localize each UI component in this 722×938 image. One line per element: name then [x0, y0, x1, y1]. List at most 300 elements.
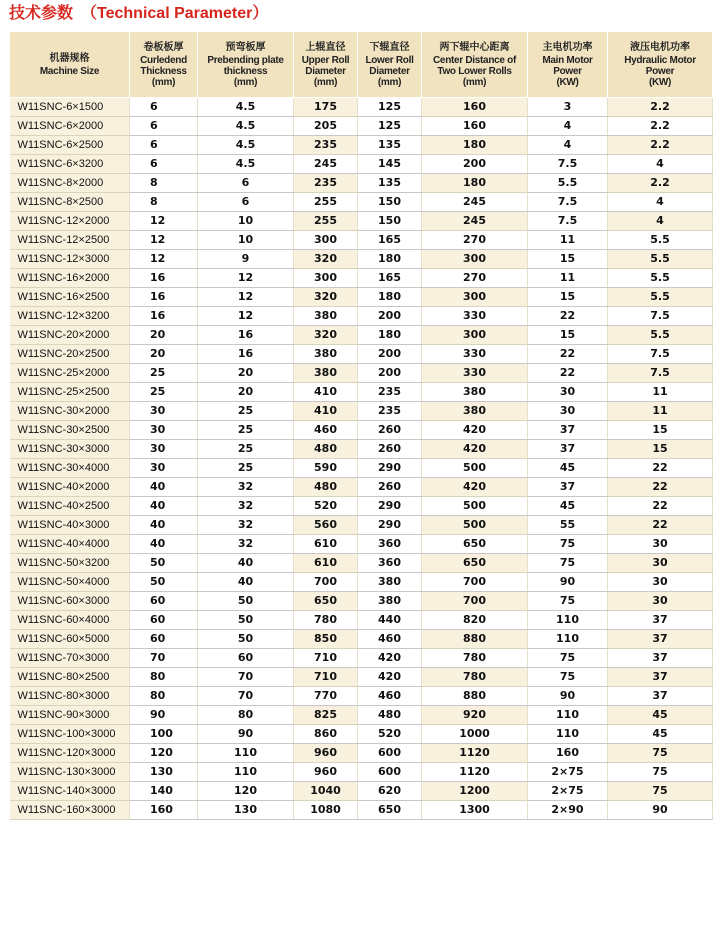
cell-center-distance: 1300: [422, 801, 528, 820]
cell-upper-roll-diameter: 480: [294, 440, 358, 459]
table-row: [10, 782, 713, 801]
cell-hydraulic-motor-power: 7.5: [608, 345, 713, 364]
cell-machine-size: W11SNC-30×2500: [10, 421, 130, 440]
cell-curled-thickness: 40: [130, 497, 198, 516]
cell-upper-roll-diameter: 205: [294, 117, 358, 136]
cell-center-distance: 160: [422, 117, 528, 136]
cell-center-distance: 500: [422, 459, 528, 478]
cell-hydraulic-motor-power: 5.5: [608, 288, 713, 307]
column-header-main-motor-power: 主电机功率 Main Motor Power (KW): [528, 32, 608, 98]
cell-main-motor-power: 90: [528, 573, 608, 592]
cell-prebending-thickness: 40: [198, 573, 294, 592]
cell-lower-roll-diameter: 260: [358, 478, 422, 497]
cell-main-motor-power: 2×75: [528, 782, 608, 801]
cell-lower-roll-diameter: 290: [358, 459, 422, 478]
cell-lower-roll-diameter: 520: [358, 725, 422, 744]
cell-center-distance: 330: [422, 345, 528, 364]
table-row: [10, 288, 713, 307]
cell-prebending-thickness: 6: [198, 174, 294, 193]
cell-main-motor-power: 22: [528, 307, 608, 326]
cell-upper-roll-diameter: 235: [294, 174, 358, 193]
cell-center-distance: 300: [422, 288, 528, 307]
cell-machine-size: W11SNC-40×2500: [10, 497, 130, 516]
cell-hydraulic-motor-power: 90: [608, 801, 713, 820]
cell-machine-size: W11SNC-90×3000: [10, 706, 130, 725]
cell-prebending-thickness: 110: [198, 763, 294, 782]
cell-upper-roll-diameter: 410: [294, 383, 358, 402]
cell-curled-thickness: 6: [130, 155, 198, 174]
cell-curled-thickness: 40: [130, 516, 198, 535]
cell-prebending-thickness: 40: [198, 554, 294, 573]
cell-curled-thickness: 12: [130, 231, 198, 250]
cell-hydraulic-motor-power: 11: [608, 383, 713, 402]
cell-main-motor-power: 5.5: [528, 174, 608, 193]
cell-upper-roll-diameter: 300: [294, 269, 358, 288]
cell-main-motor-power: 2×75: [528, 763, 608, 782]
table-row: [10, 573, 713, 592]
cell-lower-roll-diameter: 460: [358, 687, 422, 706]
cell-upper-roll-diameter: 1040: [294, 782, 358, 801]
cell-curled-thickness: 40: [130, 478, 198, 497]
cell-hydraulic-motor-power: 2.2: [608, 98, 713, 117]
column-header-lower-roll-diameter: 下辊直径 Lower Roll Diameter (mm): [358, 32, 422, 98]
cell-center-distance: 1120: [422, 763, 528, 782]
cell-upper-roll-diameter: 710: [294, 668, 358, 687]
table-header-row: [10, 32, 713, 98]
cell-lower-roll-diameter: 620: [358, 782, 422, 801]
column-header-center-distance: 两下辊中心距离 Center Distance of Two Lower Rolls (mm): [422, 32, 528, 98]
cell-prebending-thickness: 20: [198, 383, 294, 402]
cell-upper-roll-diameter: 780: [294, 611, 358, 630]
cell-upper-roll-diameter: 480: [294, 478, 358, 497]
table-row: [10, 212, 713, 231]
cell-curled-thickness: 12: [130, 250, 198, 269]
cell-hydraulic-motor-power: 5.5: [608, 326, 713, 345]
cell-curled-thickness: 30: [130, 402, 198, 421]
cell-lower-roll-diameter: 145: [358, 155, 422, 174]
cell-upper-roll-diameter: 710: [294, 649, 358, 668]
cell-prebending-thickness: 90: [198, 725, 294, 744]
cell-curled-thickness: 16: [130, 288, 198, 307]
cell-machine-size: W11SNC-20×2500: [10, 345, 130, 364]
table-row: [10, 763, 713, 782]
table-row: [10, 630, 713, 649]
cell-center-distance: 820: [422, 611, 528, 630]
cell-prebending-thickness: 32: [198, 497, 294, 516]
cell-main-motor-power: 37: [528, 478, 608, 497]
cell-center-distance: 300: [422, 326, 528, 345]
cell-upper-roll-diameter: 320: [294, 250, 358, 269]
cell-lower-roll-diameter: 165: [358, 269, 422, 288]
table-row: [10, 459, 713, 478]
cell-upper-roll-diameter: 235: [294, 136, 358, 155]
cell-curled-thickness: 16: [130, 307, 198, 326]
cell-lower-roll-diameter: 290: [358, 497, 422, 516]
cell-lower-roll-diameter: 260: [358, 421, 422, 440]
cell-hydraulic-motor-power: 2.2: [608, 136, 713, 155]
cell-center-distance: 380: [422, 402, 528, 421]
cell-curled-thickness: 60: [130, 630, 198, 649]
cell-upper-roll-diameter: 850: [294, 630, 358, 649]
cell-upper-roll-diameter: 960: [294, 744, 358, 763]
cell-curled-thickness: 60: [130, 592, 198, 611]
cell-upper-roll-diameter: 410: [294, 402, 358, 421]
cell-main-motor-power: 75: [528, 554, 608, 573]
cell-main-motor-power: 3: [528, 98, 608, 117]
cell-upper-roll-diameter: 255: [294, 193, 358, 212]
cell-upper-roll-diameter: 960: [294, 763, 358, 782]
cell-main-motor-power: 75: [528, 592, 608, 611]
cell-main-motor-power: 110: [528, 706, 608, 725]
cell-curled-thickness: 160: [130, 801, 198, 820]
cell-curled-thickness: 90: [130, 706, 198, 725]
cell-lower-roll-diameter: 420: [358, 668, 422, 687]
cell-curled-thickness: 120: [130, 744, 198, 763]
cell-upper-roll-diameter: 770: [294, 687, 358, 706]
cell-prebending-thickness: 32: [198, 516, 294, 535]
cell-curled-thickness: 25: [130, 383, 198, 402]
cell-hydraulic-motor-power: 22: [608, 459, 713, 478]
cell-prebending-thickness: 25: [198, 402, 294, 421]
cell-center-distance: 270: [422, 231, 528, 250]
table-row: [10, 725, 713, 744]
cell-upper-roll-diameter: 860: [294, 725, 358, 744]
cell-upper-roll-diameter: 560: [294, 516, 358, 535]
cell-machine-size: W11SNC-30×4000: [10, 459, 130, 478]
cell-hydraulic-motor-power: 2.2: [608, 174, 713, 193]
table-row: [10, 478, 713, 497]
cell-machine-size: W11SNC-12×2000: [10, 212, 130, 231]
cell-lower-roll-diameter: 380: [358, 573, 422, 592]
cell-curled-thickness: 8: [130, 174, 198, 193]
cell-lower-roll-diameter: 150: [358, 193, 422, 212]
table-row: [10, 516, 713, 535]
cell-machine-size: W11SNC-6×3200: [10, 155, 130, 174]
cell-main-motor-power: 11: [528, 269, 608, 288]
cell-prebending-thickness: 16: [198, 326, 294, 345]
cell-main-motor-power: 75: [528, 535, 608, 554]
cell-center-distance: 700: [422, 573, 528, 592]
cell-lower-roll-diameter: 480: [358, 706, 422, 725]
cell-upper-roll-diameter: 650: [294, 592, 358, 611]
cell-hydraulic-motor-power: 4: [608, 155, 713, 174]
table-row: [10, 345, 713, 364]
cell-curled-thickness: 50: [130, 554, 198, 573]
cell-curled-thickness: 50: [130, 573, 198, 592]
cell-lower-roll-diameter: 380: [358, 592, 422, 611]
table-row: [10, 155, 713, 174]
cell-main-motor-power: 55: [528, 516, 608, 535]
table-row: [10, 136, 713, 155]
table-row: [10, 98, 713, 117]
cell-prebending-thickness: 12: [198, 288, 294, 307]
cell-main-motor-power: 75: [528, 649, 608, 668]
cell-machine-size: W11SNC-20×2000: [10, 326, 130, 345]
cell-prebending-thickness: 10: [198, 212, 294, 231]
table-row: [10, 649, 713, 668]
table-row: [10, 554, 713, 573]
cell-prebending-thickness: 4.5: [198, 117, 294, 136]
cell-hydraulic-motor-power: 22: [608, 497, 713, 516]
cell-center-distance: 880: [422, 687, 528, 706]
cell-center-distance: 420: [422, 478, 528, 497]
cell-center-distance: 330: [422, 307, 528, 326]
cell-hydraulic-motor-power: 37: [608, 687, 713, 706]
cell-prebending-thickness: 32: [198, 478, 294, 497]
cell-lower-roll-diameter: 200: [358, 364, 422, 383]
cell-lower-roll-diameter: 600: [358, 763, 422, 782]
cell-hydraulic-motor-power: 4: [608, 212, 713, 231]
cell-center-distance: 920: [422, 706, 528, 725]
cell-machine-size: W11SNC-30×2000: [10, 402, 130, 421]
cell-lower-roll-diameter: 180: [358, 250, 422, 269]
cell-prebending-thickness: 4.5: [198, 98, 294, 117]
cell-center-distance: 330: [422, 364, 528, 383]
cell-upper-roll-diameter: 320: [294, 326, 358, 345]
table-row: [10, 269, 713, 288]
cell-machine-size: W11SNC-16×2500: [10, 288, 130, 307]
cell-center-distance: 1200: [422, 782, 528, 801]
cell-machine-size: W11SNC-160×3000: [10, 801, 130, 820]
cell-lower-roll-diameter: 165: [358, 231, 422, 250]
cell-center-distance: 270: [422, 269, 528, 288]
cell-hydraulic-motor-power: 7.5: [608, 307, 713, 326]
cell-hydraulic-motor-power: 15: [608, 440, 713, 459]
table-row: [10, 250, 713, 269]
cell-machine-size: W11SNC-8×2500: [10, 193, 130, 212]
cell-prebending-thickness: 25: [198, 440, 294, 459]
cell-prebending-thickness: 50: [198, 611, 294, 630]
cell-hydraulic-motor-power: 37: [608, 611, 713, 630]
cell-center-distance: 650: [422, 554, 528, 573]
cell-hydraulic-motor-power: 11: [608, 402, 713, 421]
technical-parameter-table: [9, 31, 713, 820]
cell-machine-size: W11SNC-6×2500: [10, 136, 130, 155]
column-header-prebending-thickness: 预弯板厚 Prebending plate thickness (mm): [198, 32, 294, 98]
table-row: [10, 364, 713, 383]
cell-machine-size: W11SNC-6×1500: [10, 98, 130, 117]
table-row: [10, 193, 713, 212]
cell-curled-thickness: 70: [130, 649, 198, 668]
cell-main-motor-power: 4: [528, 117, 608, 136]
cell-machine-size: W11SNC-25×2500: [10, 383, 130, 402]
cell-lower-roll-diameter: 150: [358, 212, 422, 231]
cell-main-motor-power: 7.5: [528, 193, 608, 212]
cell-machine-size: W11SNC-6×2000: [10, 117, 130, 136]
cell-machine-size: W11SNC-100×3000: [10, 725, 130, 744]
table-row: [10, 611, 713, 630]
table-row: [10, 117, 713, 136]
cell-lower-roll-diameter: 135: [358, 174, 422, 193]
cell-lower-roll-diameter: 200: [358, 307, 422, 326]
cell-lower-roll-diameter: 600: [358, 744, 422, 763]
cell-machine-size: W11SNC-50×4000: [10, 573, 130, 592]
cell-upper-roll-diameter: 300: [294, 231, 358, 250]
cell-upper-roll-diameter: 255: [294, 212, 358, 231]
cell-main-motor-power: 30: [528, 383, 608, 402]
cell-machine-size: W11SNC-12×3000: [10, 250, 130, 269]
cell-curled-thickness: 100: [130, 725, 198, 744]
cell-center-distance: 880: [422, 630, 528, 649]
cell-center-distance: 160: [422, 98, 528, 117]
cell-hydraulic-motor-power: 75: [608, 763, 713, 782]
cell-prebending-thickness: 50: [198, 630, 294, 649]
table-row: [10, 535, 713, 554]
cell-curled-thickness: 40: [130, 535, 198, 554]
column-header-curled-thickness: 卷板板厚 Curledend Thickness (mm): [130, 32, 198, 98]
cell-center-distance: 420: [422, 421, 528, 440]
cell-lower-roll-diameter: 135: [358, 136, 422, 155]
cell-prebending-thickness: 6: [198, 193, 294, 212]
cell-upper-roll-diameter: 380: [294, 364, 358, 383]
cell-lower-roll-diameter: 235: [358, 383, 422, 402]
cell-center-distance: 245: [422, 212, 528, 231]
table-row: [10, 592, 713, 611]
table-row: [10, 326, 713, 345]
cell-center-distance: 1000: [422, 725, 528, 744]
cell-prebending-thickness: 4.5: [198, 136, 294, 155]
cell-machine-size: W11SNC-16×2000: [10, 269, 130, 288]
cell-curled-thickness: 30: [130, 440, 198, 459]
cell-lower-roll-diameter: 360: [358, 535, 422, 554]
cell-center-distance: 245: [422, 193, 528, 212]
cell-prebending-thickness: 50: [198, 592, 294, 611]
cell-center-distance: 780: [422, 649, 528, 668]
cell-curled-thickness: 6: [130, 136, 198, 155]
cell-prebending-thickness: 60: [198, 649, 294, 668]
cell-machine-size: W11SNC-8×2000: [10, 174, 130, 193]
cell-prebending-thickness: 110: [198, 744, 294, 763]
cell-main-motor-power: 90: [528, 687, 608, 706]
cell-main-motor-power: 22: [528, 345, 608, 364]
cell-hydraulic-motor-power: 37: [608, 668, 713, 687]
cell-machine-size: W11SNC-120×3000: [10, 744, 130, 763]
column-header-upper-roll-diameter: 上辊直径 Upper Roll Diameter (mm): [294, 32, 358, 98]
cell-lower-roll-diameter: 420: [358, 649, 422, 668]
cell-curled-thickness: 80: [130, 687, 198, 706]
cell-hydraulic-motor-power: 22: [608, 516, 713, 535]
cell-main-motor-power: 7.5: [528, 212, 608, 231]
cell-machine-size: W11SNC-12×3200: [10, 307, 130, 326]
cell-machine-size: W11SNC-70×3000: [10, 649, 130, 668]
cell-hydraulic-motor-power: 7.5: [608, 364, 713, 383]
cell-main-motor-power: 45: [528, 459, 608, 478]
cell-hydraulic-motor-power: 22: [608, 478, 713, 497]
cell-curled-thickness: 80: [130, 668, 198, 687]
cell-hydraulic-motor-power: 30: [608, 573, 713, 592]
table-row: [10, 668, 713, 687]
cell-curled-thickness: 16: [130, 269, 198, 288]
cell-main-motor-power: 37: [528, 421, 608, 440]
cell-curled-thickness: 20: [130, 345, 198, 364]
cell-center-distance: 650: [422, 535, 528, 554]
cell-hydraulic-motor-power: 30: [608, 554, 713, 573]
page-title: [9, 2, 268, 24]
cell-machine-size: W11SNC-50×3200: [10, 554, 130, 573]
cell-curled-thickness: 6: [130, 98, 198, 117]
cell-prebending-thickness: 25: [198, 459, 294, 478]
cell-machine-size: W11SNC-40×2000: [10, 478, 130, 497]
cell-upper-roll-diameter: 610: [294, 554, 358, 573]
cell-hydraulic-motor-power: 5.5: [608, 269, 713, 288]
cell-machine-size: W11SNC-25×2000: [10, 364, 130, 383]
cell-hydraulic-motor-power: 45: [608, 725, 713, 744]
cell-lower-roll-diameter: 290: [358, 516, 422, 535]
cell-main-motor-power: 22: [528, 364, 608, 383]
table-row: [10, 440, 713, 459]
cell-center-distance: 700: [422, 592, 528, 611]
cell-curled-thickness: 130: [130, 763, 198, 782]
cell-center-distance: 500: [422, 497, 528, 516]
cell-prebending-thickness: 10: [198, 231, 294, 250]
cell-main-motor-power: 15: [528, 288, 608, 307]
cell-main-motor-power: 110: [528, 611, 608, 630]
cell-hydraulic-motor-power: 75: [608, 782, 713, 801]
cell-upper-roll-diameter: 590: [294, 459, 358, 478]
cell-upper-roll-diameter: 320: [294, 288, 358, 307]
cell-prebending-thickness: 120: [198, 782, 294, 801]
cell-hydraulic-motor-power: 2.2: [608, 117, 713, 136]
cell-main-motor-power: 75: [528, 668, 608, 687]
cell-center-distance: 180: [422, 174, 528, 193]
cell-prebending-thickness: 12: [198, 269, 294, 288]
cell-main-motor-power: 30: [528, 402, 608, 421]
table-row: [10, 231, 713, 250]
column-header-hydraulic-motor-power: 液压电机功率 Hydraulic Motor Power (KW): [608, 32, 713, 98]
cell-machine-size: W11SNC-140×3000: [10, 782, 130, 801]
cell-hydraulic-motor-power: 30: [608, 535, 713, 554]
cell-main-motor-power: 15: [528, 326, 608, 345]
cell-upper-roll-diameter: 245: [294, 155, 358, 174]
cell-hydraulic-motor-power: 30: [608, 592, 713, 611]
cell-hydraulic-motor-power: 5.5: [608, 250, 713, 269]
cell-hydraulic-motor-power: 45: [608, 706, 713, 725]
table-row: [10, 402, 713, 421]
cell-lower-roll-diameter: 235: [358, 402, 422, 421]
cell-machine-size: W11SNC-80×2500: [10, 668, 130, 687]
cell-main-motor-power: 110: [528, 725, 608, 744]
cell-center-distance: 500: [422, 516, 528, 535]
cell-curled-thickness: 12: [130, 212, 198, 231]
cell-lower-roll-diameter: 440: [358, 611, 422, 630]
cell-machine-size: W11SNC-60×4000: [10, 611, 130, 630]
cell-center-distance: 180: [422, 136, 528, 155]
column-header-machine-size: 机器规格 Machine Size: [10, 32, 130, 98]
cell-prebending-thickness: 4.5: [198, 155, 294, 174]
cell-prebending-thickness: 20: [198, 364, 294, 383]
table-row: [10, 383, 713, 402]
cell-machine-size: W11SNC-80×3000: [10, 687, 130, 706]
cell-curled-thickness: 25: [130, 364, 198, 383]
cell-upper-roll-diameter: 700: [294, 573, 358, 592]
cell-hydraulic-motor-power: 37: [608, 649, 713, 668]
cell-main-motor-power: 15: [528, 250, 608, 269]
cell-prebending-thickness: 32: [198, 535, 294, 554]
table-row: [10, 687, 713, 706]
cell-center-distance: 300: [422, 250, 528, 269]
table-row: [10, 706, 713, 725]
cell-machine-size: W11SNC-40×3000: [10, 516, 130, 535]
cell-main-motor-power: 37: [528, 440, 608, 459]
table-row: [10, 801, 713, 820]
cell-prebending-thickness: 80: [198, 706, 294, 725]
cell-main-motor-power: 4: [528, 136, 608, 155]
cell-lower-roll-diameter: 180: [358, 288, 422, 307]
cell-lower-roll-diameter: 260: [358, 440, 422, 459]
cell-upper-roll-diameter: 380: [294, 307, 358, 326]
cell-center-distance: 380: [422, 383, 528, 402]
cell-prebending-thickness: 12: [198, 307, 294, 326]
